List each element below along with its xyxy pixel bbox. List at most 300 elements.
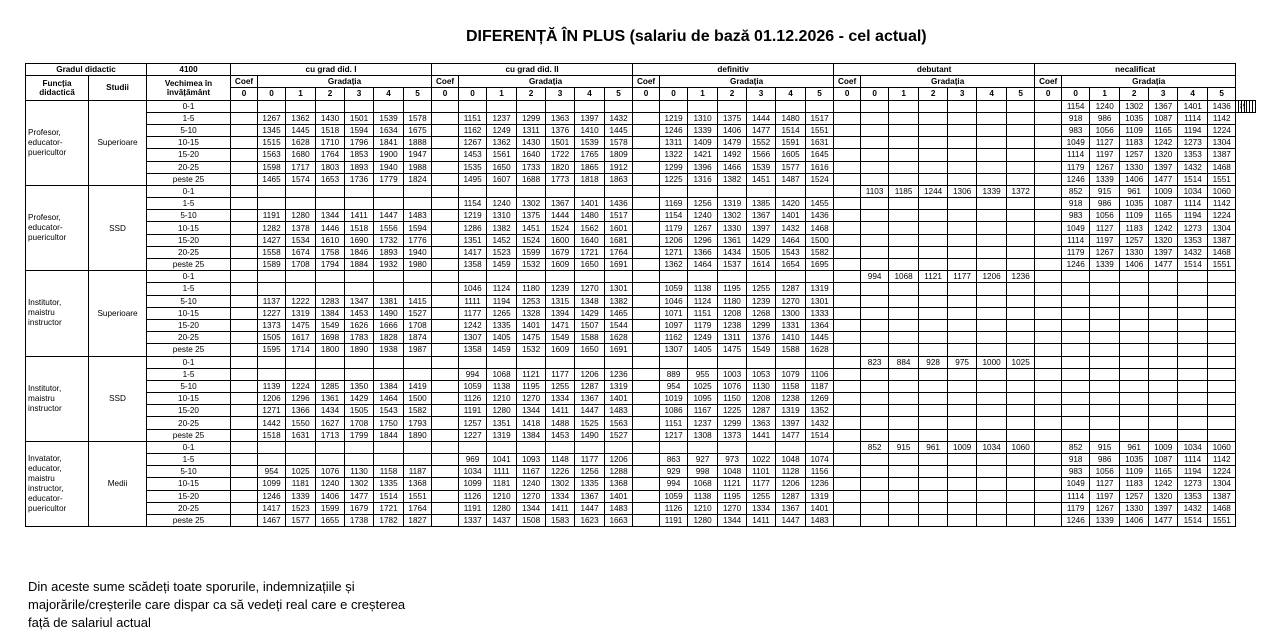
cell-coef	[432, 332, 459, 344]
cell-value: 1348	[575, 295, 605, 307]
cell-value: 1304	[1208, 137, 1236, 149]
cell-vechime: 0-1	[147, 356, 231, 368]
cell-value	[861, 173, 889, 185]
cell-value: 1535	[459, 161, 487, 173]
cell-value: 1362	[660, 259, 688, 271]
cell-value: 1385	[747, 198, 776, 210]
cell-value	[605, 356, 633, 368]
cell-value: 1099	[459, 478, 487, 490]
cell-value: 1270	[575, 283, 605, 295]
cell-value: 1059	[459, 380, 487, 392]
cell-value: 1222	[286, 295, 316, 307]
cell-value: 1333	[806, 307, 834, 319]
cell-value	[977, 234, 1007, 246]
header-gradatie: 0	[861, 88, 889, 100]
cell-value: 1594	[345, 124, 374, 136]
cell-value	[1007, 137, 1035, 149]
cell-value: 915	[1090, 441, 1120, 453]
cell-value	[806, 271, 834, 283]
cell-value: 1217	[660, 429, 688, 441]
cell-value: 1257	[459, 417, 487, 429]
cell-coef	[1035, 441, 1062, 453]
cell-value: 1210	[688, 502, 718, 514]
cell-value: 1350	[345, 380, 374, 392]
cell-coef	[432, 307, 459, 319]
cell-studii: SSD	[89, 185, 147, 270]
cell-value	[861, 393, 889, 405]
cell-value	[889, 259, 919, 271]
cell-value: 1490	[374, 307, 404, 319]
cell-value: 1465	[258, 173, 286, 185]
cell-functia: Profesor, educator-puericultor	[26, 185, 89, 270]
cell-coef	[231, 502, 258, 514]
cell-value	[605, 185, 633, 197]
cell-value	[948, 307, 977, 319]
cell-value	[1090, 429, 1120, 441]
cell-coef	[1035, 368, 1062, 380]
cell-value: 1483	[404, 210, 432, 222]
cell-value: 1304	[1208, 222, 1236, 234]
cell-coef	[1035, 319, 1062, 331]
cell-value: 1776	[404, 234, 432, 246]
cell-coef	[633, 478, 660, 490]
cell-coef	[834, 100, 861, 112]
cell-value	[1007, 514, 1035, 526]
cell-value: 1034	[459, 466, 487, 478]
cell-value: 1224	[1208, 124, 1236, 136]
table-row	[26, 112, 1256, 124]
cell-value: 1479	[718, 137, 747, 149]
cell-coef	[1035, 283, 1062, 295]
cell-value	[1208, 283, 1236, 295]
cell-vechime: 10-15	[147, 478, 231, 490]
cell-value	[889, 319, 919, 331]
header-gradatie: 5	[605, 88, 633, 100]
cell-value: 1551	[404, 490, 432, 502]
cell-value: 1127	[1090, 137, 1120, 149]
cell-value: 1177	[575, 454, 605, 466]
cell-coef	[231, 283, 258, 295]
cell-value	[1208, 271, 1236, 283]
cell-coef	[1035, 454, 1062, 466]
cell-value: 1177	[546, 368, 575, 380]
cell-coef	[432, 405, 459, 417]
cell-value: 1025	[688, 380, 718, 392]
cell-value: 1238	[718, 319, 747, 331]
cell-value	[1007, 344, 1035, 356]
cell-value: 1154	[1062, 100, 1090, 112]
cell-value: 1368	[605, 478, 633, 490]
cell-coef	[1035, 259, 1062, 271]
cell-value: 1841	[374, 137, 404, 149]
cell-value: 1765	[575, 149, 605, 161]
cell-value: 1432	[806, 417, 834, 429]
cell-value: 1698	[316, 332, 345, 344]
cell-value: 1224	[1208, 210, 1236, 222]
cell-value	[948, 283, 977, 295]
cell-value: 1447	[776, 514, 806, 526]
header-coef: Coef	[633, 76, 660, 88]
cell-value	[1208, 295, 1236, 307]
cell-coef	[834, 198, 861, 210]
cell-value: 1488	[546, 417, 575, 429]
cell-value	[948, 466, 977, 478]
cell-value	[889, 344, 919, 356]
cell-value	[977, 198, 1007, 210]
cell-value: 1311	[660, 137, 688, 149]
cell-value: 1467	[258, 514, 286, 526]
cell-value: 929	[660, 466, 688, 478]
cell-value	[404, 356, 432, 368]
cell-value	[1178, 307, 1208, 319]
cell-value: 1121	[517, 368, 546, 380]
cell-value: 1059	[660, 490, 688, 502]
cell-value	[919, 161, 948, 173]
table-row	[26, 356, 1256, 368]
cell-value: 927	[688, 454, 718, 466]
cell-value: 1335	[374, 478, 404, 490]
cell-value: 1060	[1007, 441, 1035, 453]
cell-value: 1432	[776, 222, 806, 234]
cell-value	[861, 295, 889, 307]
cell-value: 1361	[718, 234, 747, 246]
cell-value: 1932	[374, 259, 404, 271]
cell-value: 1301	[806, 295, 834, 307]
cell-value: 1366	[286, 405, 316, 417]
cell-value	[345, 198, 374, 210]
cell-value: 1095	[688, 393, 718, 405]
cell-value	[718, 441, 747, 453]
header-code: 4100	[147, 64, 231, 76]
cell-value: 1679	[345, 502, 374, 514]
cell-value	[1007, 222, 1035, 234]
cell-value	[404, 198, 432, 210]
cell-value	[1007, 283, 1035, 295]
cell-value	[718, 185, 747, 197]
cell-value: 1246	[1062, 259, 1090, 271]
cell-value: 1049	[1062, 222, 1090, 234]
cell-value	[919, 319, 948, 331]
cell-coef	[633, 344, 660, 356]
cell-value: 1375	[718, 112, 747, 124]
cell-coef	[432, 259, 459, 271]
cell-value	[889, 307, 919, 319]
cell-value: 1708	[345, 417, 374, 429]
cell-value	[459, 271, 487, 283]
cell-value	[374, 283, 404, 295]
cell-value	[1007, 149, 1035, 161]
cell-value: 1009	[1149, 441, 1178, 453]
cell-value: 1566	[747, 149, 776, 161]
cell-value: 1764	[404, 502, 432, 514]
cell-coef	[231, 137, 258, 149]
header-gradatie: 0	[459, 88, 487, 100]
cell-value: 1048	[718, 466, 747, 478]
cell-value: 1111	[459, 295, 487, 307]
cell-value: 1138	[688, 490, 718, 502]
cell-value	[575, 185, 605, 197]
cell-value	[861, 332, 889, 344]
table-row	[26, 454, 1256, 466]
cell-value: 1432	[605, 112, 633, 124]
cell-value: 1319	[605, 380, 633, 392]
cell-value: 1353	[1178, 234, 1208, 246]
table-row	[26, 246, 1256, 258]
cell-value: 1206	[605, 454, 633, 466]
cell-value	[977, 502, 1007, 514]
cell-value: 1411	[546, 502, 575, 514]
cell-value: 1286	[459, 222, 487, 234]
cell-value: 1368	[404, 478, 432, 490]
cell-value: 954	[660, 380, 688, 392]
cell-value	[258, 368, 286, 380]
cell-value: 1127	[1090, 222, 1120, 234]
cell-value: 1337	[459, 514, 487, 526]
cell-value: 1025	[1007, 356, 1035, 368]
cell-value: 1820	[546, 161, 575, 173]
cell-value: 1246	[1062, 173, 1090, 185]
cell-value: 1194	[487, 295, 517, 307]
cell-value: 1640	[517, 149, 546, 161]
cell-value	[776, 100, 806, 112]
cell-functia: Institutor, maistru instructor	[26, 356, 89, 441]
cell-coef	[1035, 112, 1062, 124]
cell-value	[948, 344, 977, 356]
cell-value: 1206	[776, 478, 806, 490]
cell-value	[546, 271, 575, 283]
cell-value: 1397	[1149, 161, 1178, 173]
cell-value: 1242	[1149, 222, 1178, 234]
cell-value	[889, 454, 919, 466]
cell-coef	[633, 319, 660, 331]
cell-value: 1405	[487, 332, 517, 344]
cell-value: 1595	[258, 344, 286, 356]
cell-value: 1674	[286, 246, 316, 258]
cell-coef	[231, 259, 258, 271]
cell-value	[660, 271, 688, 283]
cell-value: 1246	[258, 490, 286, 502]
cell-value: 983	[1062, 210, 1090, 222]
cell-value: 1158	[374, 466, 404, 478]
cell-value	[889, 380, 919, 392]
cell-value: 1361	[316, 393, 345, 405]
cell-value: 1401	[605, 393, 633, 405]
cell-value: 1019	[660, 393, 688, 405]
cell-value	[889, 173, 919, 185]
cell-value: 1865	[575, 161, 605, 173]
cell-value	[286, 454, 316, 466]
cell-value	[345, 454, 374, 466]
cell-value	[747, 441, 776, 453]
cell-value: 1179	[660, 222, 688, 234]
cell-value	[1007, 368, 1035, 380]
cell-value	[316, 100, 345, 112]
cell-value: 1505	[747, 246, 776, 258]
cell-value	[1090, 405, 1120, 417]
cell-value: 1237	[487, 112, 517, 124]
cell-value	[374, 368, 404, 380]
cell-coef	[432, 478, 459, 490]
cell-value: 1405	[688, 344, 718, 356]
cell-value: 1373	[258, 319, 286, 331]
cell-value	[1149, 307, 1178, 319]
cell-value: 1527	[605, 429, 633, 441]
cell-value: 1500	[404, 393, 432, 405]
cell-value: 1691	[605, 344, 633, 356]
cell-value	[1120, 380, 1149, 392]
cell-value	[1090, 356, 1120, 368]
cell-value: 1578	[404, 112, 432, 124]
cell-vechime: 5-10	[147, 124, 231, 136]
cell-value: 1628	[806, 344, 834, 356]
cell-value: 1306	[948, 185, 977, 197]
cell-value: 1126	[459, 490, 487, 502]
cell-coef	[633, 368, 660, 380]
cell-value: 1828	[374, 332, 404, 344]
cell-value: 1307	[660, 344, 688, 356]
cell-value: 1447	[374, 210, 404, 222]
cell-coef	[834, 429, 861, 441]
cell-value: 1397	[1149, 502, 1178, 514]
cell-value	[919, 466, 948, 478]
cell-value: 1162	[660, 332, 688, 344]
table-row	[26, 149, 1256, 161]
cell-value	[1007, 161, 1035, 173]
cell-value: 1890	[404, 429, 432, 441]
cell-value: 1940	[374, 161, 404, 173]
cell-value	[1253, 100, 1256, 112]
cell-value	[487, 441, 517, 453]
cell-value: 1376	[546, 124, 575, 136]
cell-value	[919, 173, 948, 185]
cell-value: 1257	[1120, 490, 1149, 502]
header-gradatia: Gradația	[861, 76, 1035, 88]
cell-coef	[432, 368, 459, 380]
cell-value: 1142	[1208, 112, 1236, 124]
cell-coef	[834, 161, 861, 173]
cell-value	[977, 417, 1007, 429]
cell-vechime: 0-1	[147, 271, 231, 283]
cell-value	[948, 295, 977, 307]
cell-value	[861, 417, 889, 429]
cell-value: 1183	[1120, 478, 1149, 490]
cell-value: 1240	[1090, 100, 1120, 112]
cell-value	[919, 149, 948, 161]
cell-value: 1009	[1149, 185, 1178, 197]
cell-coef	[633, 502, 660, 514]
cell-value	[919, 429, 948, 441]
cell-value: 1244	[919, 185, 948, 197]
cell-value: 1319	[286, 307, 316, 319]
cell-value	[1178, 417, 1208, 429]
table-row	[26, 466, 1256, 478]
cell-value	[977, 490, 1007, 502]
cell-value: 1335	[575, 478, 605, 490]
cell-value	[1090, 368, 1120, 380]
cell-value: 1142	[1208, 454, 1236, 466]
cell-value	[977, 368, 1007, 380]
cell-value: 955	[688, 368, 718, 380]
cell-value: 1445	[806, 332, 834, 344]
cell-value	[806, 185, 834, 197]
cell-value	[919, 344, 948, 356]
cell-coef	[633, 417, 660, 429]
cell-value	[316, 368, 345, 380]
cell-coef	[231, 149, 258, 161]
header-gradatie: 2	[1120, 88, 1149, 100]
cell-coef	[231, 405, 258, 417]
cell-value	[1007, 454, 1035, 466]
cell-value: 1980	[404, 259, 432, 271]
cell-value: 975	[948, 356, 977, 368]
cell-coef	[1035, 161, 1062, 173]
cell-coef	[633, 454, 660, 466]
cell-value	[919, 514, 948, 526]
cell-value	[487, 271, 517, 283]
cell-value: 1397	[776, 417, 806, 429]
cell-value: 918	[1062, 454, 1090, 466]
cell-value	[861, 454, 889, 466]
cell-vechime: 15-20	[147, 319, 231, 331]
cell-value	[1007, 502, 1035, 514]
cell-value: 1874	[404, 332, 432, 344]
cell-coef	[633, 259, 660, 271]
cell-value: 1577	[286, 514, 316, 526]
cell-value	[345, 441, 374, 453]
cell-coef	[432, 271, 459, 283]
cell-coef	[231, 100, 258, 112]
cell-value: 1732	[374, 234, 404, 246]
cell-coef	[834, 283, 861, 295]
cell-value	[977, 319, 1007, 331]
cell-value: 1256	[575, 466, 605, 478]
cell-coef	[633, 380, 660, 392]
cell-value	[258, 356, 286, 368]
cell-value	[861, 100, 889, 112]
cell-value: 1455	[806, 198, 834, 210]
cell-coef	[834, 417, 861, 429]
cell-value: 1480	[776, 112, 806, 124]
cell-value: 1267	[459, 137, 487, 149]
cell-value	[776, 185, 806, 197]
cell-value: 1758	[316, 246, 345, 258]
cell-value	[374, 356, 404, 368]
cell-value: 1124	[487, 283, 517, 295]
cell-value	[747, 356, 776, 368]
cell-value: 1738	[345, 514, 374, 526]
cell-value: 1437	[487, 514, 517, 526]
cell-value: 1249	[487, 124, 517, 136]
cell-value	[889, 393, 919, 405]
cell-value: 1430	[517, 137, 546, 149]
table-row	[26, 124, 1256, 136]
cell-value: 1093	[517, 454, 546, 466]
cell-value	[1149, 271, 1178, 283]
cell-coef	[1035, 295, 1062, 307]
cell-vechime: 15-20	[147, 405, 231, 417]
header-coef: Coef	[231, 76, 258, 88]
cell-value: 1444	[546, 210, 575, 222]
cell-value: 1239	[747, 295, 776, 307]
cell-coef	[231, 514, 258, 526]
cell-coef	[231, 246, 258, 258]
cell-value: 1109	[1120, 210, 1149, 222]
cell-value	[948, 149, 977, 161]
cell-value	[517, 271, 546, 283]
cell-value	[889, 283, 919, 295]
cell-value	[374, 100, 404, 112]
cell-value: 1500	[806, 234, 834, 246]
